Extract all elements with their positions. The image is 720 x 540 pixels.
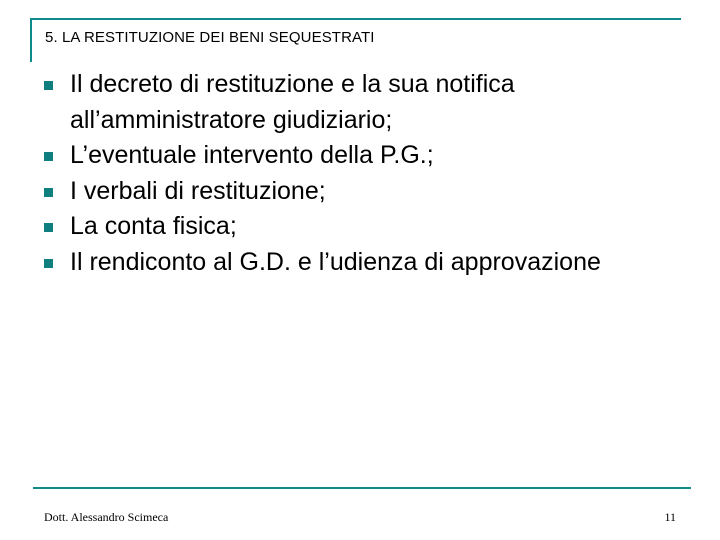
bullet-item <box>44 174 684 210</box>
square-bullet-icon <box>44 152 53 161</box>
bullet-text: Il decreto di restituzione e la sua notifica all’amministratore giudiziario; <box>70 70 515 134</box>
title-left-rule <box>30 18 32 62</box>
square-bullet-icon <box>44 223 53 232</box>
page-number: 11 <box>664 510 676 524</box>
bullet-item <box>44 245 684 281</box>
bullet-text: I verbali di restituzione; <box>70 176 326 205</box>
bullet-item <box>44 138 684 174</box>
square-bullet-icon <box>44 81 53 90</box>
bullet-list <box>44 67 684 280</box>
bullet-text: L’eventuale intervento della P.G.; <box>70 141 434 169</box>
footer-rule <box>33 487 691 489</box>
bullet-text: La conta fisica; <box>70 212 237 240</box>
slide-title: 5. LA RESTITUZIONE DEI BENI SEQUESTRATI <box>45 29 375 46</box>
bullet-text: Il rendiconto al G.D. e l’udienza di approvazione <box>70 247 601 276</box>
square-bullet-icon <box>44 188 53 197</box>
footer-author: Dott. Alessandro Scimeca <box>44 510 169 524</box>
bullet-item <box>44 67 684 138</box>
bullet-item <box>44 209 684 245</box>
title-top-rule <box>30 18 681 20</box>
square-bullet-icon <box>44 259 53 268</box>
